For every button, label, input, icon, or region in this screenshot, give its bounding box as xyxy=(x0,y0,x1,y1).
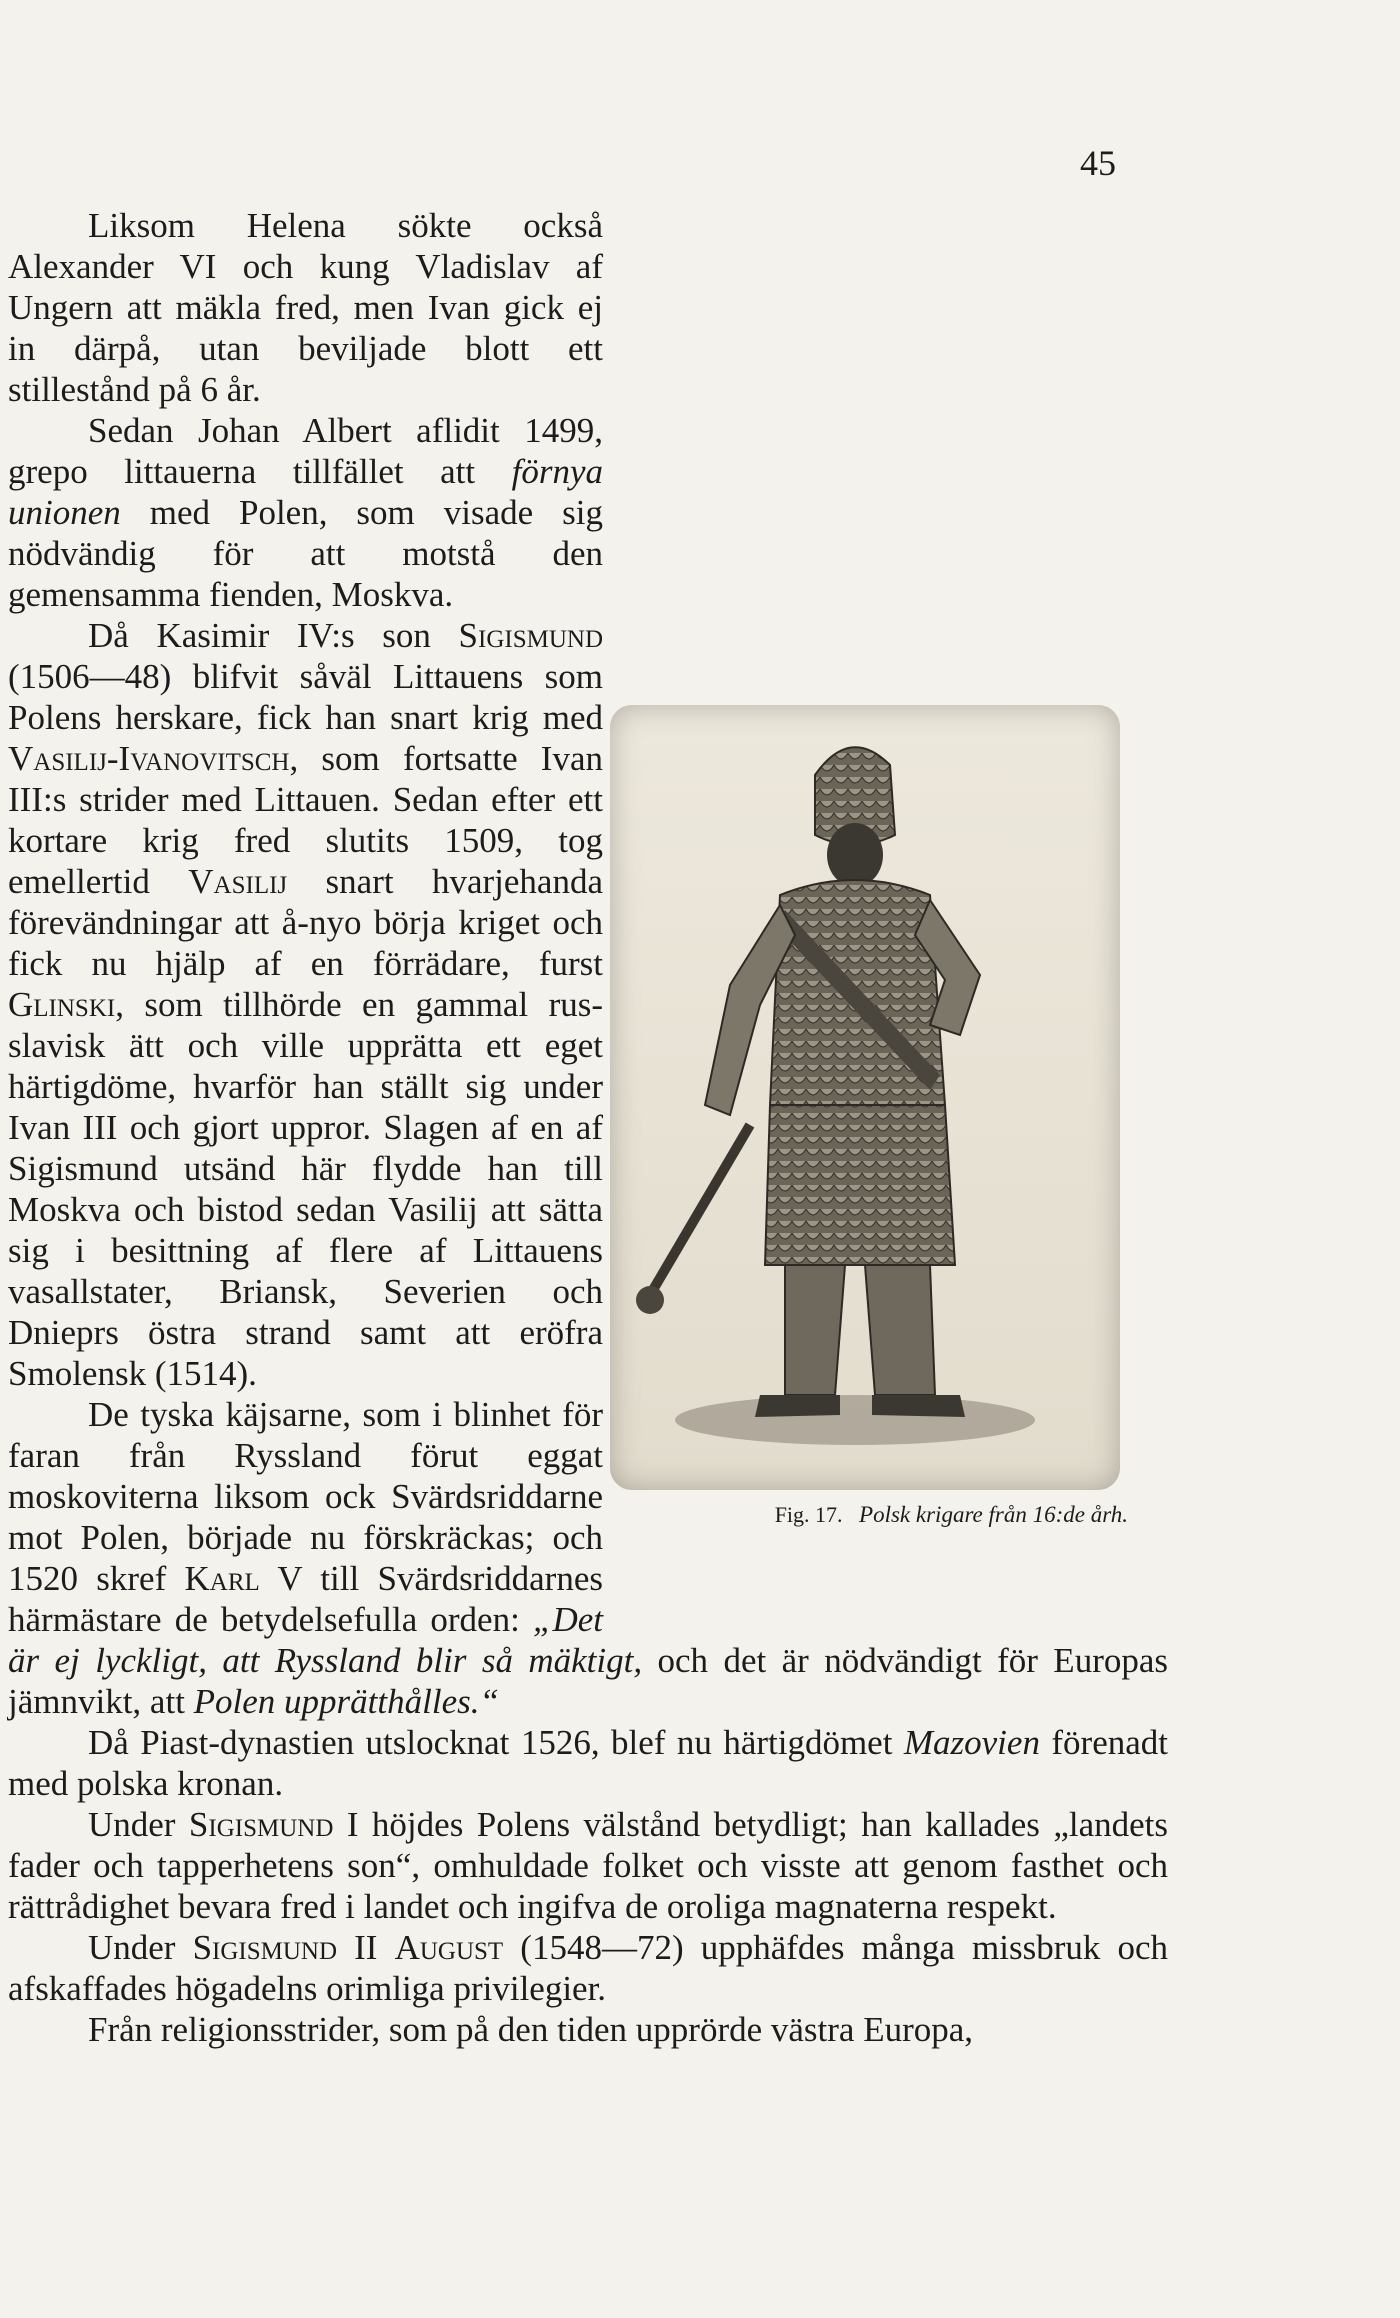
body-text xyxy=(8,205,1168,2050)
text-run: Glinski xyxy=(8,985,116,1024)
page-number: 45 xyxy=(1080,143,1116,183)
text-run: August xyxy=(394,1928,504,1967)
text-run: , som fortsatte Ivan III:s strider med Littauen. Sedan efter ett kortare krig fred slutits 1509, tog emellertid xyxy=(8,739,603,901)
text-run: I höjdes Polens välstånd betydligt; han kallades „landets fader och tapperhetens son“, omhuldade folket och visste att genom fasthet och rättrådighet bevara fred i landet och ingifva de oroliga magnaterna respekt. xyxy=(8,1805,1168,1926)
text-run: „Det är ej lyckligt, att Ryssland blir så mäktigt, xyxy=(8,1600,643,1680)
text-run: Polen upprätthålles.“ xyxy=(193,1682,499,1721)
text-run: , som tillhörde en gammal rus-slavisk ätt och ville upprätta ett eget härtigdöme, hvarför han ställt sig under Ivan III och gjort uppror. Slagen af en af Sigismund utsänd här flydde han till Moskva och bistod sedan Vasilij att sätta sig i besittning af flere af Littauens vasallstater, Briansk, Severien och Dnieprs östra strand samt att eröfra Smolensk (1514). xyxy=(8,985,603,1393)
text-run: Under xyxy=(88,1805,189,1844)
text-run: och det är nödvändigt för Europas jämnvikt, att xyxy=(8,1641,1168,1721)
text-run: Karl xyxy=(184,1559,260,1598)
text-run: Sigismund xyxy=(458,616,603,655)
figure-caption-text: Polsk krigare från 16:de årh. xyxy=(859,1502,1128,1527)
text-run: Då Piast-dynastien utslocknat 1526, blef nu härtigdömet xyxy=(88,1723,904,1762)
text-run: V till Svärdsriddarnes härmästare de betydelsefulla orden: xyxy=(8,1559,603,1639)
text-run: De tyska käjsarne, som i blinhet för faran från Ryssland förut eggat moskoviterna liksom ock Svärdsriddarne mot Polen, började nu förskräckas; och 1520 skref xyxy=(8,1395,603,1598)
text-run: Sedan Johan Albert aflidit 1499, grepo littauerna tillfället att xyxy=(8,411,603,491)
paragraph xyxy=(8,205,1168,410)
text-run: snart hvarjehanda förevändningar att å-nyo börja kriget och fick nu hjälp af en förrädare, furst xyxy=(8,862,603,983)
paragraph xyxy=(8,1804,1168,1927)
text-run: Liksom Helena sökte också Alexander VI och kung Vladislav af Ungern att mäkla fred, men Ivan gick ej in därpå, utan beviljade blott ett stillestånd på 6 år. xyxy=(8,206,603,409)
text-run: (1506—48) blifvit såväl Littauens som Polens herskare, fick han snart krig med xyxy=(8,657,603,737)
text-run: förenadt med polska kronan. xyxy=(8,1723,1168,1803)
paragraph xyxy=(8,2009,1168,2050)
text-run: förnya unionen xyxy=(8,452,603,532)
text-run: Sigismund xyxy=(188,1805,334,1844)
text-run: med Polen, som visade sig nödvändig för att motstå den gemensamma fienden, Moskva. xyxy=(8,493,603,614)
text-run: Mazovien xyxy=(903,1723,1040,1762)
figure-spacer xyxy=(603,667,1168,1612)
text-run: Sigismund xyxy=(192,1928,338,1967)
paragraph xyxy=(8,410,1168,615)
text-run: Vasilij-Ivanovitsch xyxy=(8,739,290,778)
text-run: Under xyxy=(88,1928,193,1967)
paragraph xyxy=(8,1927,1168,2009)
text-run: Vasilij xyxy=(188,862,288,901)
text-run: Då Kasimir IV:s son xyxy=(88,616,459,655)
text-run: II xyxy=(337,1928,395,1967)
figure-label: Fig. 17. xyxy=(774,1502,843,1527)
text-run: (1548—72) upphäfdes många missbruk och afskaffades högadelns orimliga privilegier. xyxy=(8,1928,1169,2008)
text-run: Från religionsstrider, som på den tiden upprörde västra Europa, xyxy=(88,2010,974,2049)
paragraph xyxy=(8,1722,1168,1804)
